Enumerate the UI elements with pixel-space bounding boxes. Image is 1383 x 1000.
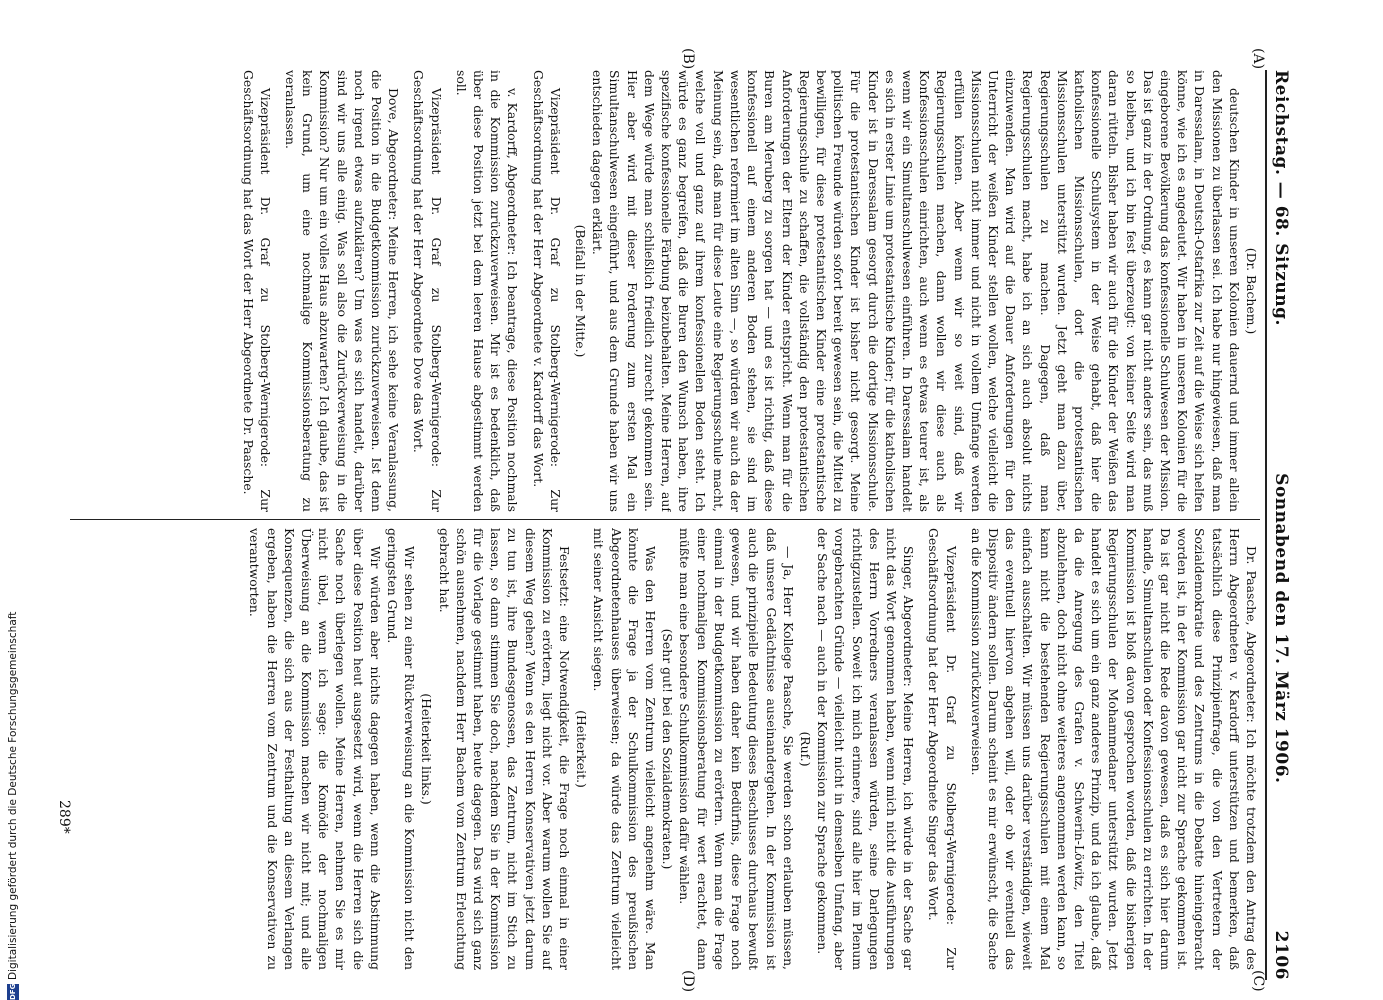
paragraph: Vizepräsident Dr. Graf zu Stolberg-Wernigerode: Zur Geschäftsordnung hat der Herr Abgeordnete v. Kardorff das Wort. xyxy=(530,70,563,512)
header-page-number: 2106 xyxy=(1271,930,1291,980)
paragraph: Dove, Abgeordneter: Meine Herren, ich sehe keine Veranlassung, die Position in die Budgetkommission zurückzuverweisen. Ist denn noch irgend etwas aufzuklären? Um was es sich handelt, darüber sind wir uns alle einig. Was soll also die Zurückverweisung in die Kommission? Nur um ein volles Haus abzuwarten? Ich glaube, das ist kein Grund, um eine nochmalige Kommissionsberatung zu veranlassen. xyxy=(283,70,402,512)
paragraph: Wir sehen zu einer Rückverweisung an die Kommission nicht den geringsten Grund. xyxy=(385,528,418,970)
marker-d: (D) xyxy=(680,970,696,993)
paragraph: (Sehr gut! bei den Sozialdemokraten.) xyxy=(660,628,676,870)
marker-b: (B) xyxy=(680,48,696,70)
paragraph: Vizepräsident Dr. Graf zu Stolberg-Wernigerode: Zur Geschäftsordnung hat der Herr Abgeordnete Dove das Wort. xyxy=(411,70,444,512)
paragraph: Singer, Abgeordneter: Meine Herren, ich würde in der Sache gar nicht das Wort genommen haben, wenn mich nicht die Ausführungen des Herrn Vorredners veranlassen würden, seine Darlegungen richtigzustellen. Soweit ich mich erinnere, sind alle hier im Plenum vorgebrachten Gründe — vielleicht nicht in demselben Umfang, aber der Sache nach — auch in der Kommission zur Sprache gekommen. xyxy=(815,528,917,970)
right-column xyxy=(70,528,1260,970)
paragraph: v. Kardorff, Abgeordneter: Ich beantrage, diese Position nochmals in die Kommission zurückzuverweisen. Mir ist es bedenklich, daß über diese Position jetzt bei dem leeren Hause abgestimmt werden soll. xyxy=(453,70,521,512)
marker-c: (C) xyxy=(1250,970,1266,992)
paragraph: Festsetzt: eine Notwendigkeit, die Frage noch einmal in einer Kommission zu erörtern, liegt nicht vor. Aber warum wollen Sie auf diesem Weg gehen? Wenn es den Herren Konservativen jetzt darum zu tun ist, ihre Bundesgenossen, das Zentrum, nicht im Stich zu lassen, so dann stimmen Sie doch, nachdem Sie in der Kommission für die Vorlage gestimmt haben, heute dagegen. Das wird sich ganz schön ausnehmen, nachdem Herr Bachem vom Zentrum Erleuchtung gebracht hat. xyxy=(436,528,573,970)
dfg-logo: DFG xyxy=(9,983,17,1000)
paragraph: Vizepräsident Dr. Graf zu Stolberg-Wernigerode: Zur Geschäftsordnung hat der Herr Abgeordnete Singer das Wort. xyxy=(926,528,959,970)
header-left: Reichstag. — 68. Sitzung. xyxy=(1271,70,1291,326)
paragraph: — Ja, Herr Kollege Paasche, Sie werden schon erlauben müssen, daß unsere Gedächtnisse auseinandergehen. In der Kommission ist auch die prinzipielle Bedeutung dieses Beschlusses durchaus bewußt gewesen, und wir haben daher kein Bedürfnis, diese Frage noch einmal in der Budgetkommission zu erörtern. Wenn man die Frage einer nochmaligen Kommissionsberatung für wert erachtet, dann müßte man eine besondere Schulkommission dafür wählen. xyxy=(677,528,796,970)
paragraph: Vizepräsident Dr. Graf zu Stolberg-Wernigerode: Zur Geschäftsordnung hat das Wort der Herr Abgeordnete Dr. Paasche. xyxy=(240,70,273,512)
rotated-page xyxy=(51,40,1296,993)
paragraph: Dr. Paasche, Abgeordneter: Ich möchte trotzdem den Antrag des Herrn Abgeordneten v. Kardorff unterstützen und bemerken, daß tatsächlich diese Prinzipienfrage, die von den Vertretern der Sozialdemokratie und des Zentrums in die Debatte hineingebracht worden ist, in der Kommission gar nicht zur Sprache gekommen ist. Da ist gar nicht die Rede davon gewesen, daß es sich hier darum handle, Simultanschulen oder Konfessionsschulen zu errichten. In der Kommission ist bloß davon gesprochen worden, daß die bisherigen Regierungsschulen der Mohammedaner unterstützt wurden. Jetzt handelt es sich um ein ganz anderes Prinzip, und da ich glaube, daß da die Anregung des Grafen v. Schwerin-Löwitz, den Titel abzulehnen, doch nicht ohne weiteres angenommen werden kann, so kann nicht die bestehenden Regierungsschulen mit einem Mal einfach ausschalten. Wir müssen uns darüber verständigen, wieweit das eventuell hiervon abgehen will, oder ob wir eventuell das Dispositiv ändern sollen. Darum scheint es mir erwünscht, die Sache an die Kommission zurückzuverweisen. xyxy=(968,528,1259,970)
paragraph: Was den Herren vom Zentrum vielleicht angenehm wäre. Man könnte die Frage ja der Schulkommission des preußischen Abgeordnetenhauses überweisen; da würde das Zentrum vielleicht mit seiner Ansicht siegen. xyxy=(591,528,659,970)
paragraph: (Ruf.) xyxy=(797,731,813,767)
footer-page-number: 289* xyxy=(56,800,72,834)
paragraph: (Heiterkeit.) xyxy=(574,710,590,788)
paragraph: (Dr. Bachem.) xyxy=(1244,247,1259,335)
paragraph: (Heiterkeit links.) xyxy=(419,693,435,805)
paragraph: deutschen Kinder in unseren Kolonien dauernd und immer allein den Missionen zu überlassen sei. Ich habe nur hingewiesen, daß man in Daressalam, in Deutsch-Ostafrika zur Zeit auf die Weise sich helfen könne, wie ich es angedeutet. Wir haben in unseren Kolonien für die eingeborene Bevölkerung das konfessionelle Schulwesen der Mission. Das ist ganz in der Ordnung, es kann gar nicht anders sein, das muß so bleiben, und ich bin fest überzeugt: von keiner Seite wird man daran rütteln. Bisher haben wir auch für die Kinder der Weißen das konfessionelle Schulsystem in der Weise gehabt, daß hier die katholischen Missionsschulen, dort die protestantischen Missionsschulen unterstützt wurden. Jetzt geht man dazu über, Regierungsschulen zu machen. Dagegen, daß man Regierungsschulen macht, habe ich an sich auch absolut nichts einzuwenden. Man wird auf die Dauer Anforderungen für den Unterricht der weißen Kinder stellen wollen, welche vielleicht die Missionsschulen nicht immer und nicht in vollem Umfange werden erfüllen können. Aber wenn wir so weit sind, daß wir Regierungsschulen machen, dann wollen wir diese auch als Konfessionsschulen einrichten, auch wenn es etwas teurer ist, als wenn wir ein Simultanschulwesen einführen. In Daressalam handelt es sich in erster Linie um protestantische Kinder; für die katholischen Kinder ist in Daressalam gesorgt durch die dortige Missionsschule. Für die protestantischen Kinder ist bisher nicht gesorgt. Meine politischen Freunde würden sofort bereit gewesen sein, die Mittel zu bewilligen, für diese protestantischen Kinder eine protestantische Regierungsschule zu schaffen, die vollständig den protestantischen Anforderungen der Eltern der Kinder entspricht. Wenn man für die Buren am Meruberg zu sorgen hat — und es ist richtig, daß diese konfessionell auf einem anderen Boden stehen, sie sind im wesentlichen reformiert im alten Sinn —, so würden wir auch da der Meinung sein, daß man für diese Leute eine Regierungsschule macht, welche voll und ganz auf ihrem konfessionellen Boden steht. Ich würde es ganz begreifen, daß die Buren den Wunsch haben, ihre spezifische konfessionelle Färbung beizubehalten. Meine Herren, auf dem Wege würde man schließlich friedlich zurecht gekommen sein. Hier aber wird mit dieser Forderung zum ersten Mal ein Simultanschulwesen eingeführt, und aus dem Grunde haben wir uns entschieden dagegen erklärt. xyxy=(590,70,1242,512)
digitization-notice xyxy=(5,200,21,1000)
paragraph: (Beifall in der Mitte.) xyxy=(573,224,589,358)
page-header xyxy=(1265,70,1292,980)
marker-a: (A) xyxy=(1250,48,1266,70)
column-divider xyxy=(70,519,1260,520)
header-center: Sonnabend den 17. März 1906. xyxy=(1271,473,1291,784)
left-column xyxy=(70,70,1260,512)
paragraph: Wir würden aber nichts dagegen haben, wenn die Abstimmung über diese Position heut ausgesetzt wird, wenn die Herren sich die Sache noch überlegen wollen. Meine Herren, nehmen Sie es mir nicht übel, wenn ich sage: die Komödie der nochmaligen Überweisung an die Kommission machen wir nicht mit; und alle Konsequenzen, die sich aus der Festhaltung an diesem Verlangen ergeben, haben die Herren vom Zentrum und die Konservativen zu verantworten. xyxy=(247,528,383,970)
digitization-text: Digitalisierung gefördert durch die Deutsche Forschungsgemeinschaft xyxy=(7,611,19,980)
